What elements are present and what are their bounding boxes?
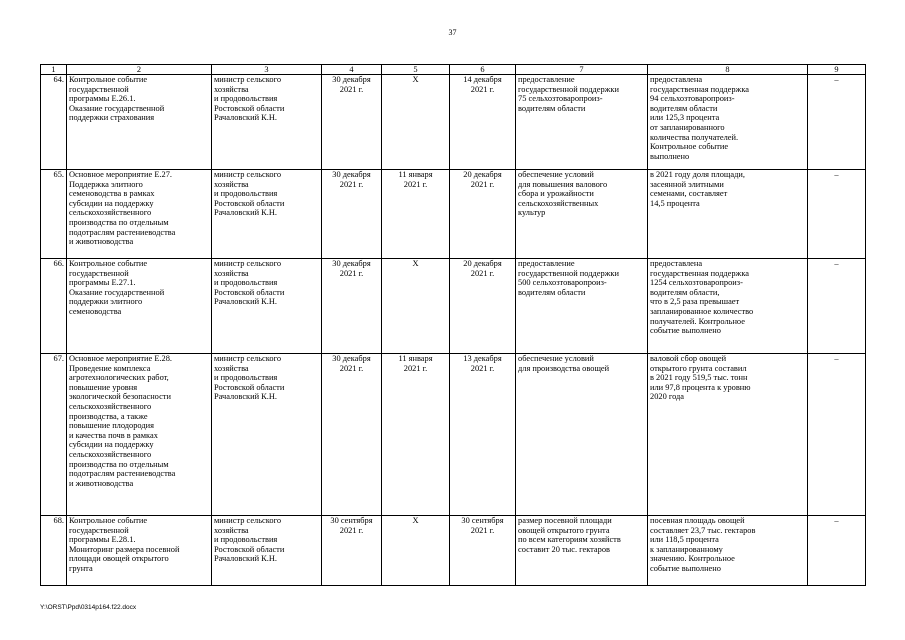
end-date-cell	[450, 75, 516, 170]
end-date-cell	[450, 516, 516, 586]
responsible-cell-line: хозяйства	[214, 268, 249, 278]
responsible-cell-line: министр сельского	[214, 170, 282, 179]
planned-date-cell-line: 2021 г.	[339, 363, 364, 373]
event-name-cell-line: Проведение комплекса	[69, 363, 151, 373]
actual-result-cell-line: посевная площадь овощей	[650, 516, 745, 525]
actual-result-cell-line: предоставлена	[650, 75, 703, 84]
end-date-cell-line: 2021 г.	[470, 268, 495, 278]
event-name-cell-line: производства по отдельным	[69, 459, 169, 469]
row-number-cell: 65.	[41, 170, 67, 259]
actual-result-cell	[648, 170, 808, 259]
event-name-cell-line: Контрольное событие	[69, 259, 148, 268]
actual-result-cell-line: валовой сбор овощей	[650, 354, 727, 363]
end-date-cell-line: 2021 г.	[470, 363, 495, 373]
expected-result-cell-line: для производства овощей	[518, 363, 610, 373]
col-header-3: 3	[212, 65, 322, 75]
actual-result-cell-line: к запланированному	[650, 544, 723, 554]
event-name-cell-line: и животноводства	[69, 237, 134, 247]
column-number-header	[41, 65, 866, 75]
table-row	[41, 354, 866, 516]
actual-result-cell-line: государственная поддержка	[650, 268, 749, 278]
responsible-cell-line: Рачаловский К.Н.	[214, 113, 277, 123]
responsible-cell-line: министр сельского	[214, 354, 282, 363]
responsible-cell-line: Ростовской области	[214, 198, 285, 208]
responsible-cell-line: Рачаловский К.Н.	[214, 297, 277, 307]
event-name-cell-line: поддержки страхования	[69, 113, 155, 123]
expected-result-cell-line: по всем категориям хозяйств	[518, 535, 621, 545]
table-row	[41, 259, 866, 354]
event-name-cell-line: семеноводства	[69, 306, 122, 316]
table-row	[41, 170, 866, 259]
start-date-cell	[382, 259, 450, 354]
report-table	[40, 64, 866, 586]
actual-result-cell-line: 14,5 процента	[650, 198, 700, 208]
event-name-cell-line: программы Е.28.1.	[69, 535, 136, 545]
col-header-2: 2	[67, 65, 212, 75]
actual-result-cell-line: государственная поддержка	[650, 84, 749, 94]
event-name-cell-line: Основное мероприятие Е.28.	[69, 354, 172, 363]
expected-result-cell-line: размер посевной площади	[518, 516, 612, 525]
event-name-cell-line: Оказание государственной	[69, 103, 165, 113]
expected-result-cell	[516, 259, 648, 354]
event-name-cell-line: экологической безопасности	[69, 392, 171, 402]
actual-result-cell-line: 94 сельхозтоваропроиз-	[650, 94, 735, 104]
actual-result-cell-line: получателей. Контрольное	[650, 316, 745, 326]
actual-result-cell-line: от запланированного	[650, 122, 725, 132]
planned-date-cell-line: 30 сентября	[330, 516, 373, 525]
responsible-cell-line: и продовольствия	[214, 373, 278, 383]
end-date-cell	[450, 170, 516, 259]
end-date-cell-line: 2021 г.	[470, 525, 495, 535]
expected-result-cell	[516, 354, 648, 516]
event-name-cell-line: субсидии на поддержку	[69, 440, 154, 450]
col-header-9: 9	[808, 65, 866, 75]
row-number-cell: 68.	[41, 516, 67, 586]
end-date-cell	[450, 354, 516, 516]
event-name-cell-line: Оказание государственной	[69, 287, 165, 297]
event-name-cell-line: Контрольное событие	[69, 75, 148, 84]
responsible-cell-line: и продовольствия	[214, 94, 278, 104]
row-number-cell: 67.	[41, 354, 67, 516]
planned-date-cell-line: 30 декабря	[332, 354, 371, 363]
actual-result-cell-line: засеянной элитными	[650, 179, 724, 189]
table-body	[41, 75, 866, 586]
responsible-cell	[212, 170, 322, 259]
expected-result-cell-line: государственной поддержки	[518, 268, 619, 278]
planned-date-cell	[322, 354, 382, 516]
row-number-cell: 66.	[41, 259, 67, 354]
responsible-cell-line: министр сельского	[214, 75, 282, 84]
actual-result-cell-line: 2020 года	[650, 392, 684, 402]
actual-result-cell-line: событие выполнено	[650, 563, 721, 573]
note-cell: –	[808, 354, 866, 516]
event-name-cell-line: субсидии на поддержку	[69, 198, 154, 208]
event-name-cell-line: повышение плодородия	[69, 421, 154, 431]
event-name-cell-line: производства, а также	[69, 411, 148, 421]
event-name-cell-line: Мониторинг размера посевной	[69, 544, 180, 554]
start-date-cell-line: 2021 г.	[403, 179, 428, 189]
responsible-cell-line: Рачаловский К.Н.	[214, 392, 277, 402]
end-date-cell-line: 2021 г.	[470, 179, 495, 189]
start-date-cell	[382, 170, 450, 259]
responsible-cell-line: хозяйства	[214, 363, 249, 373]
event-name-cell	[67, 170, 212, 259]
event-name-cell	[67, 516, 212, 586]
responsible-cell-line: хозяйства	[214, 525, 249, 535]
footer-file-path: Y:\ORST\Ppd\0314p164.f22.docx	[40, 604, 137, 611]
responsible-cell-line: Ростовской области	[214, 382, 285, 392]
expected-result-cell-line: водителям области	[518, 103, 586, 113]
responsible-cell-line: Ростовской области	[214, 103, 285, 113]
actual-result-cell-line: или 125,3 процента	[650, 113, 720, 123]
expected-result-cell-line: сельскохозяйственных	[518, 198, 599, 208]
end-date-cell-line: 20 декабря	[463, 259, 502, 268]
note-cell: –	[808, 516, 866, 586]
expected-result-cell-line: культур	[518, 208, 546, 218]
responsible-cell-line: и продовольствия	[214, 535, 278, 545]
event-name-cell-line: повышение уровня	[69, 382, 138, 392]
event-name-cell	[67, 75, 212, 170]
planned-date-cell-line: 2021 г.	[339, 268, 364, 278]
event-name-cell-line: Поддержка элитного	[69, 179, 143, 189]
event-name-cell-line: сельскохозяйственного	[69, 401, 152, 411]
event-name-cell-line: программы Е.26.1.	[69, 94, 136, 104]
actual-result-cell-line: водителям области,	[650, 287, 720, 297]
responsible-cell-line: Рачаловский К.Н.	[214, 208, 277, 218]
table-row	[41, 75, 866, 170]
end-date-cell	[450, 259, 516, 354]
responsible-cell	[212, 259, 322, 354]
planned-date-cell-line: 30 декабря	[332, 75, 371, 84]
expected-result-cell-line: предоставление	[518, 259, 575, 268]
start-date-cell-line: 11 января	[398, 170, 433, 179]
col-header-7: 7	[516, 65, 648, 75]
planned-date-cell-line: 2021 г.	[339, 179, 364, 189]
actual-result-cell-line: в 2021 году доля площади,	[650, 170, 745, 179]
note-cell: –	[808, 170, 866, 259]
actual-result-cell-line: составляет 23,7 тыс. гектаров	[650, 525, 756, 535]
expected-result-cell-line: составит 20 тыс. гектаров	[518, 544, 610, 554]
planned-date-cell-line: 2021 г.	[339, 525, 364, 535]
end-date-cell-line: 14 декабря	[463, 75, 502, 84]
responsible-cell-line: Ростовской области	[214, 287, 285, 297]
planned-date-cell	[322, 259, 382, 354]
expected-result-cell-line: водителям области	[518, 287, 586, 297]
event-name-cell-line: и качества почв в рамках	[69, 430, 158, 440]
actual-result-cell-line: семенами, составляет	[650, 189, 728, 199]
event-name-cell-line: сельскохозяйственного	[69, 449, 152, 459]
event-name-cell-line: сельскохозяйственного	[69, 208, 152, 218]
event-name-cell-line: площади овощей открытого	[69, 554, 169, 564]
actual-result-cell-line: значению. Контрольное	[650, 554, 735, 564]
event-name-cell-line: грунта	[69, 563, 93, 573]
actual-result-cell-line: в 2021 году 519,5 тыс. тонн	[650, 373, 748, 383]
expected-result-cell-line: обеспечение условий	[518, 170, 594, 179]
expected-result-cell-line: 500 сельхозтоваропроиз-	[518, 278, 607, 288]
planned-date-cell-line: 2021 г.	[339, 84, 364, 94]
actual-result-cell-line: что в 2,5 раза превышает	[650, 297, 740, 307]
expected-result-cell-line: предоставление	[518, 75, 575, 84]
responsible-cell-line: хозяйства	[214, 84, 249, 94]
end-date-cell-line: 2021 г.	[470, 84, 495, 94]
actual-result-cell-line: количества получателей.	[650, 132, 739, 142]
planned-date-cell	[322, 170, 382, 259]
event-name-cell-line: программы Е.27.1.	[69, 278, 136, 288]
start-date-cell-line: X	[412, 75, 419, 84]
responsible-cell-line: министр сельского	[214, 516, 282, 525]
col-header-4: 4	[322, 65, 382, 75]
end-date-cell-line: 13 декабря	[463, 354, 502, 363]
start-date-cell-line: X	[412, 516, 419, 525]
actual-result-cell-line: событие выполнено	[650, 326, 721, 336]
event-name-cell-line: и животноводства	[69, 478, 134, 488]
table-row	[41, 516, 866, 586]
responsible-cell-line: и продовольствия	[214, 278, 278, 288]
actual-result-cell-line: открытого грунта составил	[650, 363, 747, 373]
planned-date-cell	[322, 75, 382, 170]
start-date-cell-line: 11 января	[398, 354, 433, 363]
row-number-cell: 64.	[41, 75, 67, 170]
expected-result-cell-line: сбора и урожайности	[518, 189, 594, 199]
event-name-cell-line: агротехнологических работ,	[69, 373, 169, 383]
actual-result-cell-line: водителям области	[650, 103, 718, 113]
actual-result-cell-line: 1254 сельхозтоваропроиз-	[650, 278, 743, 288]
page-number: 37	[448, 28, 457, 37]
event-name-cell-line: подотраслям растениеводства	[69, 227, 176, 237]
actual-result-cell-line: выполнено	[650, 151, 690, 161]
start-date-cell-line: X	[412, 259, 419, 268]
responsible-cell	[212, 516, 322, 586]
expected-result-cell	[516, 170, 648, 259]
expected-result-cell-line: овощей открытого грунта	[518, 525, 610, 535]
responsible-cell-line: Ростовской области	[214, 544, 285, 554]
event-name-cell-line: государственной	[69, 268, 129, 278]
actual-result-cell-line: или 97,8 процента к уровню	[650, 382, 751, 392]
event-name-cell	[67, 259, 212, 354]
event-name-cell-line: поддержки элитного	[69, 297, 143, 307]
event-name-cell-line: производства по отдельным	[69, 217, 169, 227]
planned-date-cell	[322, 516, 382, 586]
note-cell: –	[808, 259, 866, 354]
start-date-cell-line: 2021 г.	[403, 363, 428, 373]
responsible-cell-line: хозяйства	[214, 179, 249, 189]
event-name-cell	[67, 354, 212, 516]
end-date-cell-line: 20 декабря	[463, 170, 502, 179]
col-header-1: 1	[41, 65, 67, 75]
actual-result-cell	[648, 516, 808, 586]
expected-result-cell-line: государственной поддержки	[518, 84, 619, 94]
col-header-5: 5	[382, 65, 450, 75]
expected-result-cell	[516, 516, 648, 586]
col-header-8: 8	[648, 65, 808, 75]
responsible-cell	[212, 75, 322, 170]
responsible-cell-line: Рачаловский К.Н.	[214, 554, 277, 564]
event-name-cell-line: Основное мероприятие Е.27.	[69, 170, 172, 179]
event-name-cell-line: Контрольное событие	[69, 516, 148, 525]
expected-result-cell	[516, 75, 648, 170]
start-date-cell	[382, 354, 450, 516]
start-date-cell	[382, 516, 450, 586]
actual-result-cell	[648, 354, 808, 516]
event-name-cell-line: государственной	[69, 84, 129, 94]
event-name-cell-line: семеноводства в рамках	[69, 189, 155, 199]
responsible-cell-line: и продовольствия	[214, 189, 278, 199]
planned-date-cell-line: 30 декабря	[332, 170, 371, 179]
actual-result-cell-line: предоставлена	[650, 259, 703, 268]
actual-result-cell-line: запланированное количество	[650, 306, 754, 316]
expected-result-cell-line: 75 сельхозтоваропроиз-	[518, 94, 603, 104]
expected-result-cell-line: для повышения валового	[518, 179, 608, 189]
planned-date-cell-line: 30 декабря	[332, 259, 371, 268]
col-header-6: 6	[450, 65, 516, 75]
actual-result-cell	[648, 75, 808, 170]
actual-result-cell	[648, 259, 808, 354]
end-date-cell-line: 30 сентября	[461, 516, 504, 525]
start-date-cell	[382, 75, 450, 170]
expected-result-cell-line: обеспечение условий	[518, 354, 594, 363]
actual-result-cell-line: Контрольное событие	[650, 142, 729, 152]
actual-result-cell-line: или 118,5 процента	[650, 535, 719, 545]
note-cell: –	[808, 75, 866, 170]
event-name-cell-line: государственной	[69, 525, 129, 535]
responsible-cell-line: министр сельского	[214, 259, 282, 268]
responsible-cell	[212, 354, 322, 516]
event-name-cell-line: подотраслям растениеводства	[69, 469, 176, 479]
